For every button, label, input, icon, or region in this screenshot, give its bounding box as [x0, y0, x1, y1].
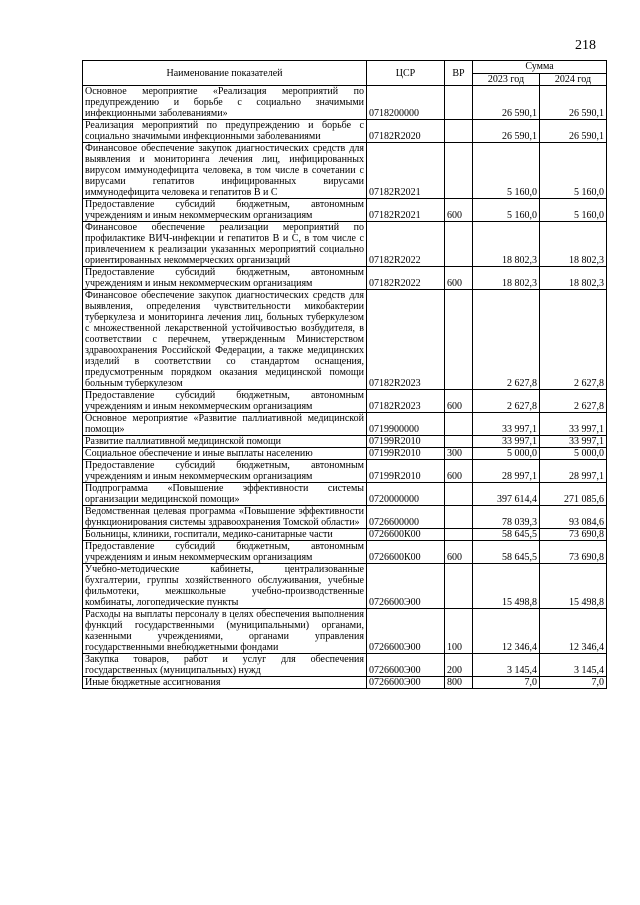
row-sum-2023-cell: 33 997,1 — [473, 436, 540, 448]
row-name-cell: Ведомственная целевая программа «Повышение эффективности функционирования системы здравоохранения Томской области» — [83, 506, 367, 529]
row-csr-cell: 0718200000 — [367, 86, 445, 120]
row-csr-cell: 0719900000 — [367, 413, 445, 436]
row-sum-2024-cell: 5 160,0 — [540, 143, 607, 199]
row-sum-2023-cell: 33 997,1 — [473, 413, 540, 436]
row-sum-2023-cell: 26 590,1 — [473, 120, 540, 143]
row-name-cell: Основное мероприятие «Развитие паллиативной медицинской помощи» — [83, 413, 367, 436]
row-vr-cell — [445, 120, 473, 143]
header-csr: ЦСР — [367, 61, 445, 86]
row-vr-cell — [445, 529, 473, 541]
row-name-cell: Расходы на выплаты персоналу в целях обеспечения выполнения функций государственными (муниципальными) органами, казенными учреждениями, органами управления государственными внебюджетными фондами — [83, 609, 367, 654]
row-name-cell: Предоставление субсидий бюджетным, автономным учреждениям и иным некоммерческим организациям — [83, 390, 367, 413]
table-row — [83, 143, 607, 199]
row-sum-2024-cell: 73 690,8 — [540, 541, 607, 564]
table-row — [83, 199, 607, 222]
row-vr-cell — [445, 143, 473, 199]
row-csr-cell: 0726600Э00 — [367, 564, 445, 609]
row-sum-2024-cell: 33 997,1 — [540, 413, 607, 436]
table-row — [83, 483, 607, 506]
row-sum-2023-cell: 58 645,5 — [473, 529, 540, 541]
row-name-cell: Подпрограмма «Повышение эффективности системы организации медицинской помощи» — [83, 483, 367, 506]
row-sum-2024-cell: 7,0 — [540, 677, 607, 689]
row-vr-cell: 600 — [445, 199, 473, 222]
row-csr-cell: 07182R2023 — [367, 290, 445, 390]
row-sum-2024-cell: 5 000,0 — [540, 448, 607, 460]
row-sum-2023-cell: 2 627,8 — [473, 390, 540, 413]
row-name-cell: Предоставление субсидий бюджетным, автономным учреждениям и иным некоммерческим организациям — [83, 267, 367, 290]
row-sum-2024-cell: 18 802,3 — [540, 267, 607, 290]
row-name-cell: Социальное обеспечение и иные выплаты населению — [83, 448, 367, 460]
row-sum-2023-cell: 15 498,8 — [473, 564, 540, 609]
table-row — [83, 677, 607, 689]
row-sum-2024-cell: 93 084,6 — [540, 506, 607, 529]
row-vr-cell: 100 — [445, 609, 473, 654]
table-row — [83, 541, 607, 564]
row-vr-cell: 800 — [445, 677, 473, 689]
row-vr-cell: 600 — [445, 390, 473, 413]
row-csr-cell: 07182R2021 — [367, 143, 445, 199]
table-row — [83, 86, 607, 120]
row-sum-2024-cell: 33 997,1 — [540, 436, 607, 448]
table-row — [83, 448, 607, 460]
header-vr: ВР — [445, 61, 473, 86]
row-vr-cell — [445, 86, 473, 120]
budget-table — [82, 60, 607, 689]
row-name-cell: Иные бюджетные ассигнования — [83, 677, 367, 689]
row-sum-2023-cell: 5 000,0 — [473, 448, 540, 460]
row-sum-2024-cell: 2 627,8 — [540, 390, 607, 413]
row-sum-2023-cell: 18 802,3 — [473, 222, 540, 267]
row-name-cell: Финансовое обеспечение закупок диагностических средств для выявления, определения чувствительности микобактерии туберкулеза и мониторинга лечения лиц, больных туберкулезом с множественной лекарственной устойчивостью возбудителя, в соответствии с перечнем, утвержденным Министерством здравоохранения Российской Федерации, а также медицинских изделий в соответствии со стандартом оснащения, предусмотренным порядком оказания медицинской помощи больным туберкулезом — [83, 290, 367, 390]
row-csr-cell: 07182R2023 — [367, 390, 445, 413]
row-sum-2024-cell: 73 690,8 — [540, 529, 607, 541]
row-sum-2024-cell: 271 085,6 — [540, 483, 607, 506]
row-sum-2024-cell: 12 346,4 — [540, 609, 607, 654]
row-sum-2023-cell: 2 627,8 — [473, 290, 540, 390]
table-row — [83, 529, 607, 541]
row-vr-cell — [445, 290, 473, 390]
row-sum-2023-cell: 58 645,5 — [473, 541, 540, 564]
table-row — [83, 390, 607, 413]
table-row — [83, 267, 607, 290]
row-vr-cell — [445, 483, 473, 506]
row-sum-2024-cell: 3 145,4 — [540, 654, 607, 677]
table-row — [83, 609, 607, 654]
table-row — [83, 506, 607, 529]
row-csr-cell: 07199R2010 — [367, 436, 445, 448]
row-name-cell: Основное мероприятие «Реализация мероприятий по предупреждению и борьбе с социально значимыми инфекционными заболеваниями» — [83, 86, 367, 120]
row-csr-cell: 0720000000 — [367, 483, 445, 506]
row-csr-cell: 0726600К00 — [367, 541, 445, 564]
row-sum-2023-cell: 3 145,4 — [473, 654, 540, 677]
row-name-cell: Предоставление субсидий бюджетным, автономным учреждениям и иным некоммерческим организациям — [83, 541, 367, 564]
table-row — [83, 120, 607, 143]
row-sum-2023-cell: 397 614,4 — [473, 483, 540, 506]
row-sum-2024-cell: 5 160,0 — [540, 199, 607, 222]
row-name-cell: Реализация мероприятий по предупреждению и борьбе с социально значимыми инфекционными заболеваниями — [83, 120, 367, 143]
row-csr-cell: 07199R2010 — [367, 448, 445, 460]
row-csr-cell: 07182R2020 — [367, 120, 445, 143]
row-csr-cell: 0726600Э00 — [367, 654, 445, 677]
header-year-2023: 2023 год — [473, 73, 540, 86]
row-name-cell: Финансовое обеспечение реализации мероприятий по профилактике ВИЧ-инфекции и гепатитов В и С, в том числе с привлечением к реализации указанных мероприятий социально ориентированных некоммерческих организаций — [83, 222, 367, 267]
row-sum-2024-cell: 28 997,1 — [540, 460, 607, 483]
header-name: Наименование показателей — [83, 61, 367, 86]
table-row — [83, 460, 607, 483]
row-sum-2023-cell: 18 802,3 — [473, 267, 540, 290]
row-csr-cell: 0726600Э00 — [367, 677, 445, 689]
row-sum-2024-cell: 2 627,8 — [540, 290, 607, 390]
row-sum-2023-cell: 7,0 — [473, 677, 540, 689]
row-vr-cell — [445, 222, 473, 267]
table-row — [83, 290, 607, 390]
row-vr-cell — [445, 564, 473, 609]
table-row — [83, 222, 607, 267]
row-sum-2023-cell: 78 039,3 — [473, 506, 540, 529]
row-sum-2024-cell: 26 590,1 — [540, 120, 607, 143]
row-vr-cell: 300 — [445, 448, 473, 460]
row-csr-cell: 0726600Э00 — [367, 609, 445, 654]
table-row — [83, 654, 607, 677]
row-name-cell: Финансовое обеспечение закупок диагностических средств для выявления и мониторинга лечения лиц, инфицированных вирусом иммунодефицита человека, в том числе в сочетании с вирусами гепатитов инфицированных вирусами иммунодефицита человека и гепатитов В и С — [83, 143, 367, 199]
row-vr-cell: 600 — [445, 541, 473, 564]
row-csr-cell: 07182R2022 — [367, 267, 445, 290]
row-vr-cell — [445, 436, 473, 448]
table-row — [83, 436, 607, 448]
row-vr-cell: 200 — [445, 654, 473, 677]
row-vr-cell: 600 — [445, 267, 473, 290]
table-row — [83, 564, 607, 609]
row-csr-cell: 07182R2021 — [367, 199, 445, 222]
row-vr-cell — [445, 413, 473, 436]
row-name-cell: Больницы, клиники, госпитали, медико-санитарные части — [83, 529, 367, 541]
row-sum-2023-cell: 28 997,1 — [473, 460, 540, 483]
page-number: 218 — [575, 38, 596, 53]
row-vr-cell — [445, 506, 473, 529]
header-sum: Сумма — [473, 61, 607, 74]
row-name-cell: Предоставление субсидий бюджетным, автономным учреждениям и иным некоммерческим организациям — [83, 199, 367, 222]
row-sum-2024-cell: 15 498,8 — [540, 564, 607, 609]
row-csr-cell: 0726600000 — [367, 506, 445, 529]
row-sum-2023-cell: 12 346,4 — [473, 609, 540, 654]
row-vr-cell: 600 — [445, 460, 473, 483]
row-name-cell: Предоставление субсидий бюджетным, автономным учреждениям и иным некоммерческим организациям — [83, 460, 367, 483]
row-name-cell: Закупка товаров, работ и услуг для обеспечения государственных (муниципальных) нужд — [83, 654, 367, 677]
row-sum-2023-cell: 5 160,0 — [473, 143, 540, 199]
row-csr-cell: 07182R2022 — [367, 222, 445, 267]
row-name-cell: Учебно-методические кабинеты, централизованные бухгалтерии, группы хозяйственного обслуживания, учебные фильмотеки, межшкольные учебно-производственные комбинаты, логопедические пункты — [83, 564, 367, 609]
row-csr-cell: 0726600К00 — [367, 529, 445, 541]
row-sum-2024-cell: 26 590,1 — [540, 86, 607, 120]
header-year-2024: 2024 год — [540, 73, 607, 86]
table-row — [83, 413, 607, 436]
row-sum-2023-cell: 5 160,0 — [473, 199, 540, 222]
row-sum-2024-cell: 18 802,3 — [540, 222, 607, 267]
row-csr-cell: 07199R2010 — [367, 460, 445, 483]
row-sum-2023-cell: 26 590,1 — [473, 86, 540, 120]
row-name-cell: Развитие паллиативной медицинской помощи — [83, 436, 367, 448]
